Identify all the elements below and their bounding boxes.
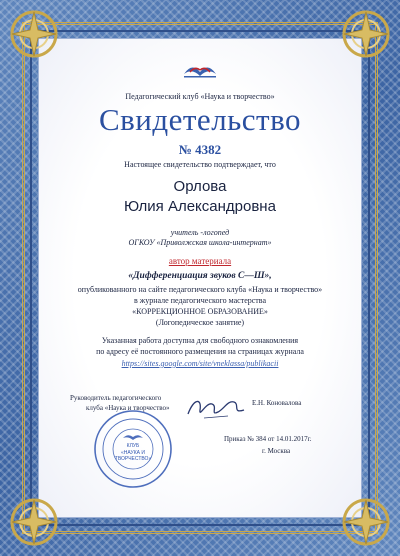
publication-line: (Логопедическое занятие): [155, 318, 245, 327]
recipient-institution: ОГКОУ «Приволжская школа-интернат»: [128, 238, 272, 247]
club-logo-icon: [180, 58, 220, 80]
club-stamp: [92, 408, 174, 490]
publication-line: опубликованного на сайте педагогического клуба «Наука и творчество»: [77, 285, 323, 294]
manager-title-line: клуба «Наука и творчество»: [86, 404, 170, 412]
city: г. Москва: [262, 447, 291, 455]
manager-title-line: Руководитель педагогического: [70, 394, 162, 402]
certificate-number: № 4382: [178, 142, 222, 157]
access-line: Указанная работа доступна для свободного ознакомления: [101, 336, 299, 345]
publication-line: «КОРРЕКЦИОННОЕ ОБРАЗОВАНИЕ»: [132, 307, 268, 316]
confirmation-line: Настоящее свидетельство подтверждает, что: [124, 160, 276, 169]
work-title: «Дифференциация звуков С—Ш»,: [128, 271, 272, 281]
publication-line: в журнале педагогического мастерства: [133, 296, 267, 305]
access-line: по адресу её постоянного размещения на страницах журнала: [96, 347, 304, 356]
recipient-given-name: Юлия Александровна: [124, 198, 276, 215]
stamp-text: КЛУБ: [126, 443, 140, 449]
recipient-surname: Орлова: [173, 178, 227, 195]
certificate-content: [38, 38, 362, 518]
certificate-title: Свидетельство: [98, 102, 302, 137]
signature-icon: [184, 392, 248, 424]
stamp-text: ТВОРЧЕСТВО»: [114, 456, 152, 462]
club-line: Педагогический клуб «Наука и творчество»: [125, 92, 275, 101]
recipient-position: учитель -логопед: [170, 228, 230, 237]
stamp-text: «НАУКА И: [121, 450, 145, 456]
journal-link[interactable]: https://sites.google.com/site/vneklassa/publikacii: [121, 359, 279, 368]
order-number: Приказ № 384 от 14.01.2017г.: [224, 435, 312, 443]
signatory-name: Е.Н. Коновалова: [252, 399, 302, 407]
author-label: автор материала: [168, 256, 232, 266]
